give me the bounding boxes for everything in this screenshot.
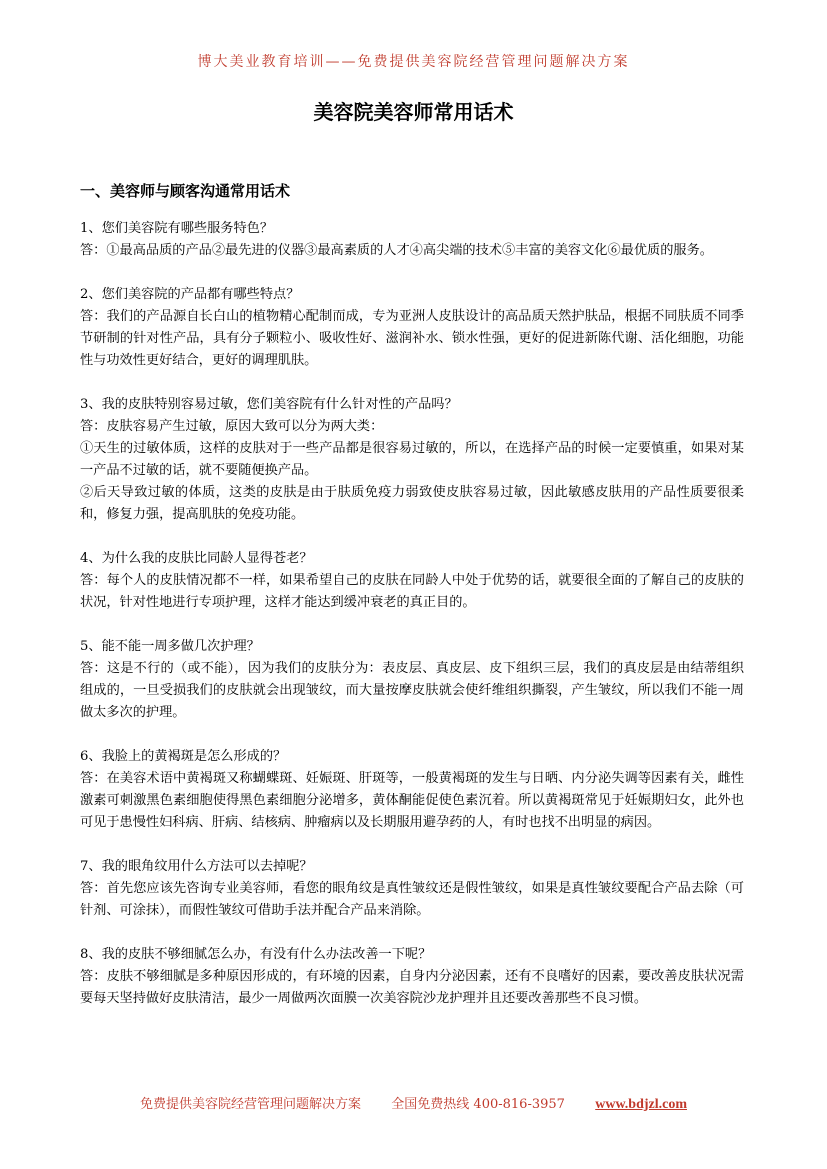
question: 6、我脸上的黄褐斑是怎么形成的？ [80,749,287,764]
question: 2、您们美容院的产品都有哪些特点？ [80,287,300,302]
page-header: 博大美业教育培训——免费提供美容院经营管理问题解决方案 [197,54,630,70]
answer: 答：皮肤不够细腻是多种原因形成的，有环境的因素，自身内分泌因素，还有不良嗜好的因素，要改善皮肤状况需要每天坚持做好皮肤清洁，最少一周做两次面膜一次美容院沙龙护理并且还要改善那些不良习惯。 [80,969,744,1006]
answer-point-1: ①天生的过敏体质，这样的皮肤对于一些产品都是很容易过敏的，所以，在选择产品的时候一定要慎重，如果对某一产品不过敏的话，就不要随便换产品。 [80,441,744,478]
qa-item-8 [80,944,744,1010]
question: 8、我的皮肤不够细腻怎么办，有没有什么办法改善一下呢？ [80,947,432,962]
website-link[interactable]: www.bdjzl.com [595,1097,687,1112]
answer: 答：这是不行的（或不能），因为我们的皮肤分为：表皮层、真皮层、皮下组织三层，我们的真皮层是由结蒂组织组成的，一旦受损我们的皮肤就会出现皱纹，而大量按摩皮肤就会使纤维组织撕裂，产生皱纹，所以我们不能一周做太多次的护理。 [80,661,744,720]
answer: 答：①最高品质的产品②最先进的仪器③最高素质的人才④高尖端的技术⑤丰富的美容文化⑥最优质的服务。 [80,243,713,258]
question: 7、我的眼角纹用什么方法可以去掉呢？ [80,859,313,874]
qa-list [80,218,744,1032]
section-heading: 一、美容师与顾客沟通常用话术 [80,182,291,200]
qa-item-1 [80,218,744,262]
answer: 答：我们的产品源自长白山的植物精心配制而成，专为亚洲人皮肤设计的高品质天然护肤品，根据不同肤质不同季节研制的针对性产品，具有分子颗粒小、吸收性好、滋润补水、锁水性强，更好的促进新陈代谢、活化细胞，功能性与功效性更好结合，更好的调理肌肤。 [80,309,744,368]
qa-item-3 [80,394,744,526]
qa-item-4 [80,548,744,614]
answer: 答：首先您应该先咨询专业美容师，看您的眼角纹是真性皱纹还是假性皱纹，如果是真性皱纹要配合产品去除（可针剂、可涂抹），而假性皱纹可借助手法并配合产品来消除。 [80,881,744,918]
footer-slogan: 免费提供美容院经营管理问题解决方案 [140,1097,362,1112]
answer: 答：在美容术语中黄褐斑又称蝴蝶斑、妊娠斑、肝斑等，一般黄褐斑的发生与日晒、内分泌失调等因素有关，雌性激素可刺激黑色素细胞使得黑色素细胞分泌增多，黄体酮能促使色素沉着。所以黄褐斑常见于妊娠期妇女，此外也可见于患慢性妇科病、肝病、结核病、肿瘤病以及长期服用避孕药的人，有时也找不出明显的病因。 [80,771,744,830]
answer: 答：每个人的皮肤情况都不一样，如果希望自己的皮肤在同龄人中处于优势的话，就要很全面的了解自己的皮肤的状况，针对性地进行专项护理，这样才能达到缓冲衰老的真正目的。 [80,573,744,610]
question: 5、能不能一周多做几次护理？ [80,639,260,654]
qa-item-5 [80,636,744,724]
qa-item-6 [80,746,744,834]
answer-point-2: ②后天导致过敏的体质，这类的皮肤是由于肤质免疫力弱致使皮肤容易过敏，因此敏感皮肤用的产品性质要很柔和，修复力强，提高肌肤的免疫功能。 [80,485,744,522]
answer: 答：皮肤容易产生过敏，原因大致可以分为两大类： [80,419,384,434]
qa-item-2 [80,284,744,372]
document-title: 美容院美容师常用话术 [313,100,514,124]
question: 1、您们美容院有哪些服务特色？ [80,221,274,236]
page-footer [0,1093,827,1113]
question: 3、我的皮肤特别容易过敏，您们美容院有什么针对性的产品吗？ [80,397,458,412]
question: 4、为什么我的皮肤比同龄人显得苍老？ [80,551,313,566]
footer-hotline: 全国免费热线 400-816-3957 [391,1097,565,1112]
qa-item-7 [80,856,744,922]
